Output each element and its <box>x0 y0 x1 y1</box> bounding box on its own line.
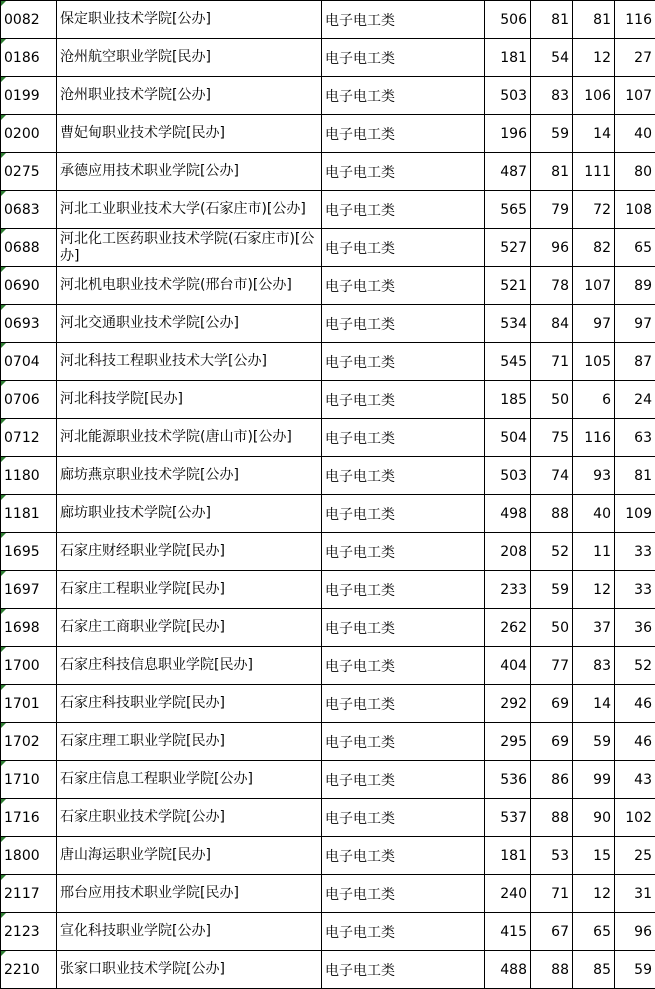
value-col-4-cell[interactable]: 36 <box>615 609 655 647</box>
value-col-1-cell[interactable]: 503 <box>485 457 531 495</box>
value-col-2-cell[interactable]: 71 <box>531 875 573 913</box>
school-name-cell[interactable]: 石家庄工程职业学院[民办] <box>57 571 322 609</box>
value-col-4-cell[interactable]: 80 <box>615 153 655 191</box>
value-col-1-cell[interactable]: 415 <box>485 913 531 951</box>
school-code-cell[interactable]: 2117 <box>1 875 57 913</box>
table-row <box>1 153 655 191</box>
value-col-2-cell[interactable]: 71 <box>531 343 573 381</box>
school-name-cell[interactable]: 石家庄工商职业学院[民办] <box>57 609 322 647</box>
value-col-3-cell[interactable]: 12 <box>573 875 615 913</box>
major-category-cell[interactable]: 电子电工类 <box>322 419 485 457</box>
table-row <box>1 723 655 761</box>
value-col-4-cell[interactable]: 116 <box>615 1 655 39</box>
school-name-cell[interactable]: 河北化工医药职业技术学院(石家庄市)[公办] <box>57 229 322 267</box>
value-col-1-cell[interactable]: 196 <box>485 115 531 153</box>
major-category-cell[interactable]: 电子电工类 <box>322 305 485 343</box>
value-col-3-cell[interactable]: 11 <box>573 533 615 571</box>
value-col-4-cell[interactable]: 33 <box>615 533 655 571</box>
value-col-2-cell[interactable]: 59 <box>531 571 573 609</box>
value-col-4-cell[interactable]: 46 <box>615 685 655 723</box>
value-col-1-cell[interactable]: 527 <box>485 229 531 267</box>
major-category-cell[interactable]: 电子电工类 <box>322 571 485 609</box>
value-col-3-cell[interactable]: 85 <box>573 951 615 989</box>
value-col-1-cell[interactable]: 208 <box>485 533 531 571</box>
school-code-cell[interactable]: 0704 <box>1 343 57 381</box>
value-col-2-cell[interactable]: 54 <box>531 39 573 77</box>
school-name-cell[interactable]: 沧州职业技术学院[公办] <box>57 77 322 115</box>
value-col-3-cell[interactable]: 90 <box>573 799 615 837</box>
major-category-cell[interactable]: 电子电工类 <box>322 761 485 799</box>
value-col-3-cell[interactable]: 15 <box>573 837 615 875</box>
value-col-4-cell[interactable]: 52 <box>615 647 655 685</box>
value-col-4-cell[interactable]: 33 <box>615 571 655 609</box>
value-col-2-cell[interactable]: 86 <box>531 761 573 799</box>
school-name-cell[interactable]: 曹妃甸职业技术学院[民办] <box>57 115 322 153</box>
table-row <box>1 115 655 153</box>
value-col-4-cell[interactable]: 107 <box>615 77 655 115</box>
value-col-4-cell[interactable]: 25 <box>615 837 655 875</box>
value-col-1-cell[interactable]: 292 <box>485 685 531 723</box>
value-col-1-cell[interactable]: 181 <box>485 837 531 875</box>
value-col-2-cell[interactable]: 74 <box>531 457 573 495</box>
value-col-1-cell[interactable]: 534 <box>485 305 531 343</box>
major-category-cell[interactable]: 电子电工类 <box>322 533 485 571</box>
school-code-cell[interactable]: 1180 <box>1 457 57 495</box>
school-name-cell[interactable]: 保定职业技术学院[公办] <box>57 1 322 39</box>
value-col-4-cell[interactable]: 63 <box>615 419 655 457</box>
value-col-1-cell[interactable]: 487 <box>485 153 531 191</box>
major-category-cell[interactable]: 电子电工类 <box>322 229 485 267</box>
value-col-2-cell[interactable]: 59 <box>531 115 573 153</box>
school-name-cell[interactable]: 石家庄科技信息职业学院[民办] <box>57 647 322 685</box>
value-col-1-cell[interactable]: 240 <box>485 875 531 913</box>
value-col-4-cell[interactable]: 31 <box>615 875 655 913</box>
value-col-2-cell[interactable]: 69 <box>531 685 573 723</box>
value-col-3-cell[interactable]: 105 <box>573 343 615 381</box>
table-row <box>1 799 655 837</box>
value-col-2-cell[interactable]: 88 <box>531 495 573 533</box>
school-code-cell[interactable]: 1697 <box>1 571 57 609</box>
school-code-cell[interactable]: 0693 <box>1 305 57 343</box>
value-col-2-cell[interactable]: 52 <box>531 533 573 571</box>
value-col-4-cell[interactable]: 81 <box>615 457 655 495</box>
value-col-1-cell[interactable]: 181 <box>485 39 531 77</box>
value-col-3-cell[interactable]: 81 <box>573 1 615 39</box>
value-col-3-cell[interactable]: 107 <box>573 267 615 305</box>
value-col-2-cell[interactable]: 79 <box>531 191 573 229</box>
school-name-cell[interactable]: 唐山海运职业学院[民办] <box>57 837 322 875</box>
school-name-cell[interactable]: 宣化科技职业学院[公办] <box>57 913 322 951</box>
value-col-3-cell[interactable]: 14 <box>573 685 615 723</box>
major-category-cell[interactable]: 电子电工类 <box>322 913 485 951</box>
table-row <box>1 305 655 343</box>
table-row <box>1 761 655 799</box>
school-name-cell[interactable]: 石家庄科技职业学院[民办] <box>57 685 322 723</box>
school-code-cell[interactable]: 1710 <box>1 761 57 799</box>
value-col-1-cell[interactable]: 545 <box>485 343 531 381</box>
value-col-1-cell[interactable]: 504 <box>485 419 531 457</box>
major-category-cell[interactable]: 电子电工类 <box>322 1 485 39</box>
major-category-cell[interactable]: 电子电工类 <box>322 39 485 77</box>
major-category-cell[interactable]: 电子电工类 <box>322 647 485 685</box>
value-col-2-cell[interactable]: 77 <box>531 647 573 685</box>
value-col-1-cell[interactable]: 565 <box>485 191 531 229</box>
value-col-1-cell[interactable]: 506 <box>485 1 531 39</box>
school-name-cell[interactable]: 石家庄职业技术学院[公办] <box>57 799 322 837</box>
value-col-4-cell[interactable]: 59 <box>615 951 655 989</box>
table-row <box>1 951 655 989</box>
value-col-4-cell[interactable]: 40 <box>615 115 655 153</box>
school-code-cell[interactable]: 1800 <box>1 837 57 875</box>
value-col-3-cell[interactable]: 65 <box>573 913 615 951</box>
school-name-cell[interactable]: 河北能源职业技术学院(唐山市)[公办] <box>57 419 322 457</box>
value-col-1-cell[interactable]: 295 <box>485 723 531 761</box>
school-code-cell[interactable]: 0688 <box>1 229 57 267</box>
school-code-cell[interactable]: 2210 <box>1 951 57 989</box>
table-row <box>1 495 655 533</box>
school-code-cell[interactable]: 0275 <box>1 153 57 191</box>
value-col-4-cell[interactable]: 46 <box>615 723 655 761</box>
value-col-3-cell[interactable]: 40 <box>573 495 615 533</box>
value-col-1-cell[interactable]: 262 <box>485 609 531 647</box>
table-row <box>1 457 655 495</box>
value-col-1-cell[interactable]: 233 <box>485 571 531 609</box>
table-row <box>1 343 655 381</box>
value-col-4-cell[interactable]: 24 <box>615 381 655 419</box>
school-name-cell[interactable]: 廊坊职业技术学院[公办] <box>57 495 322 533</box>
table-row <box>1 913 655 951</box>
major-category-cell[interactable]: 电子电工类 <box>322 457 485 495</box>
value-col-4-cell[interactable]: 43 <box>615 761 655 799</box>
value-col-2-cell[interactable]: 67 <box>531 913 573 951</box>
table-row <box>1 685 655 723</box>
school-code-cell[interactable]: 0690 <box>1 267 57 305</box>
school-code-cell[interactable]: 1700 <box>1 647 57 685</box>
school-code-cell[interactable]: 1702 <box>1 723 57 761</box>
value-col-2-cell[interactable]: 81 <box>531 1 573 39</box>
value-col-4-cell[interactable]: 109 <box>615 495 655 533</box>
major-category-cell[interactable]: 电子电工类 <box>322 77 485 115</box>
table-row <box>1 77 655 115</box>
table-row <box>1 267 655 305</box>
school-code-cell[interactable]: 1695 <box>1 533 57 571</box>
table-row <box>1 647 655 685</box>
value-col-3-cell[interactable]: 12 <box>573 39 615 77</box>
value-col-3-cell[interactable]: 12 <box>573 571 615 609</box>
value-col-4-cell[interactable]: 65 <box>615 229 655 267</box>
value-col-2-cell[interactable]: 53 <box>531 837 573 875</box>
major-category-cell[interactable]: 电子电工类 <box>322 951 485 989</box>
table-row <box>1 1 655 39</box>
value-col-1-cell[interactable]: 498 <box>485 495 531 533</box>
school-code-cell[interactable]: 1698 <box>1 609 57 647</box>
school-code-cell[interactable]: 0683 <box>1 191 57 229</box>
value-col-3-cell[interactable]: 106 <box>573 77 615 115</box>
school-code-cell[interactable]: 0712 <box>1 419 57 457</box>
value-col-2-cell[interactable]: 69 <box>531 723 573 761</box>
table-row <box>1 39 655 77</box>
value-col-2-cell[interactable]: 96 <box>531 229 573 267</box>
value-col-1-cell[interactable]: 503 <box>485 77 531 115</box>
school-code-cell[interactable]: 1716 <box>1 799 57 837</box>
major-category-cell[interactable]: 电子电工类 <box>322 191 485 229</box>
school-name-cell[interactable]: 张家口职业技术学院[公办] <box>57 951 322 989</box>
value-col-4-cell[interactable]: 102 <box>615 799 655 837</box>
value-col-4-cell[interactable]: 96 <box>615 913 655 951</box>
major-category-cell[interactable]: 电子电工类 <box>322 267 485 305</box>
major-category-cell[interactable]: 电子电工类 <box>322 609 485 647</box>
table-row <box>1 837 655 875</box>
table-row <box>1 609 655 647</box>
school-name-cell[interactable]: 河北科技学院[民办] <box>57 381 322 419</box>
value-col-3-cell[interactable]: 82 <box>573 229 615 267</box>
major-category-cell[interactable]: 电子电工类 <box>322 115 485 153</box>
value-col-1-cell[interactable]: 404 <box>485 647 531 685</box>
table-body <box>1 1 655 989</box>
value-col-1-cell[interactable]: 536 <box>485 761 531 799</box>
school-code-cell[interactable]: 0706 <box>1 381 57 419</box>
value-col-4-cell[interactable]: 97 <box>615 305 655 343</box>
table-row <box>1 571 655 609</box>
value-col-3-cell[interactable]: 97 <box>573 305 615 343</box>
school-name-cell[interactable]: 廊坊燕京职业技术学院[公办] <box>57 457 322 495</box>
table-row <box>1 533 655 571</box>
value-col-3-cell[interactable]: 14 <box>573 115 615 153</box>
value-col-2-cell[interactable]: 50 <box>531 381 573 419</box>
value-col-3-cell[interactable]: 59 <box>573 723 615 761</box>
school-code-cell[interactable]: 0082 <box>1 1 57 39</box>
value-col-3-cell[interactable]: 37 <box>573 609 615 647</box>
school-name-cell[interactable]: 石家庄理工职业学院[民办] <box>57 723 322 761</box>
value-col-3-cell[interactable]: 99 <box>573 761 615 799</box>
table-row <box>1 381 655 419</box>
value-col-4-cell[interactable]: 108 <box>615 191 655 229</box>
major-category-cell[interactable]: 电子电工类 <box>322 875 485 913</box>
school-name-cell[interactable]: 河北机电职业技术学院(邢台市)[公办] <box>57 267 322 305</box>
table-row <box>1 875 655 913</box>
value-col-4-cell[interactable]: 87 <box>615 343 655 381</box>
value-col-3-cell[interactable]: 93 <box>573 457 615 495</box>
value-col-2-cell[interactable]: 78 <box>531 267 573 305</box>
value-col-3-cell[interactable]: 72 <box>573 191 615 229</box>
value-col-3-cell[interactable]: 83 <box>573 647 615 685</box>
value-col-1-cell[interactable]: 185 <box>485 381 531 419</box>
value-col-2-cell[interactable]: 88 <box>531 799 573 837</box>
school-name-cell[interactable]: 石家庄信息工程职业学院[公办] <box>57 761 322 799</box>
value-col-1-cell[interactable]: 521 <box>485 267 531 305</box>
major-category-cell[interactable]: 电子电工类 <box>322 837 485 875</box>
major-category-cell[interactable]: 电子电工类 <box>322 495 485 533</box>
value-col-2-cell[interactable]: 83 <box>531 77 573 115</box>
school-code-cell[interactable]: 1701 <box>1 685 57 723</box>
value-col-2-cell[interactable]: 50 <box>531 609 573 647</box>
school-code-cell[interactable]: 2123 <box>1 913 57 951</box>
school-name-cell[interactable]: 沧州航空职业学院[民办] <box>57 39 322 77</box>
school-name-cell[interactable]: 承德应用技术职业学院[公办] <box>57 153 322 191</box>
table-row <box>1 229 655 267</box>
value-col-2-cell[interactable]: 84 <box>531 305 573 343</box>
school-name-cell[interactable]: 河北科技工程职业技术大学[公办] <box>57 343 322 381</box>
value-col-2-cell[interactable]: 81 <box>531 153 573 191</box>
school-name-cell[interactable]: 石家庄财经职业学院[民办] <box>57 533 322 571</box>
school-code-cell[interactable]: 1181 <box>1 495 57 533</box>
school-code-cell[interactable]: 0199 <box>1 77 57 115</box>
major-category-cell[interactable]: 电子电工类 <box>322 685 485 723</box>
value-col-4-cell[interactable]: 27 <box>615 39 655 77</box>
school-name-cell[interactable]: 河北交通职业技术学院[公办] <box>57 305 322 343</box>
major-category-cell[interactable]: 电子电工类 <box>322 723 485 761</box>
school-name-cell[interactable]: 邢台应用技术职业学院[民办] <box>57 875 322 913</box>
value-col-3-cell[interactable]: 6 <box>573 381 615 419</box>
value-col-3-cell[interactable]: 111 <box>573 153 615 191</box>
table-row <box>1 191 655 229</box>
value-col-1-cell[interactable]: 488 <box>485 951 531 989</box>
value-col-3-cell[interactable]: 116 <box>573 419 615 457</box>
value-col-2-cell[interactable]: 88 <box>531 951 573 989</box>
table-row <box>1 419 655 457</box>
value-col-1-cell[interactable]: 537 <box>485 799 531 837</box>
school-name-cell[interactable]: 河北工业职业技术大学(石家庄市)[公办] <box>57 191 322 229</box>
school-code-cell[interactable]: 0200 <box>1 115 57 153</box>
major-category-cell[interactable]: 电子电工类 <box>322 153 485 191</box>
value-col-2-cell[interactable]: 75 <box>531 419 573 457</box>
major-category-cell[interactable]: 电子电工类 <box>322 381 485 419</box>
value-col-4-cell[interactable]: 89 <box>615 267 655 305</box>
major-category-cell[interactable]: 电子电工类 <box>322 343 485 381</box>
school-code-cell[interactable]: 0186 <box>1 39 57 77</box>
major-category-cell[interactable]: 电子电工类 <box>322 799 485 837</box>
